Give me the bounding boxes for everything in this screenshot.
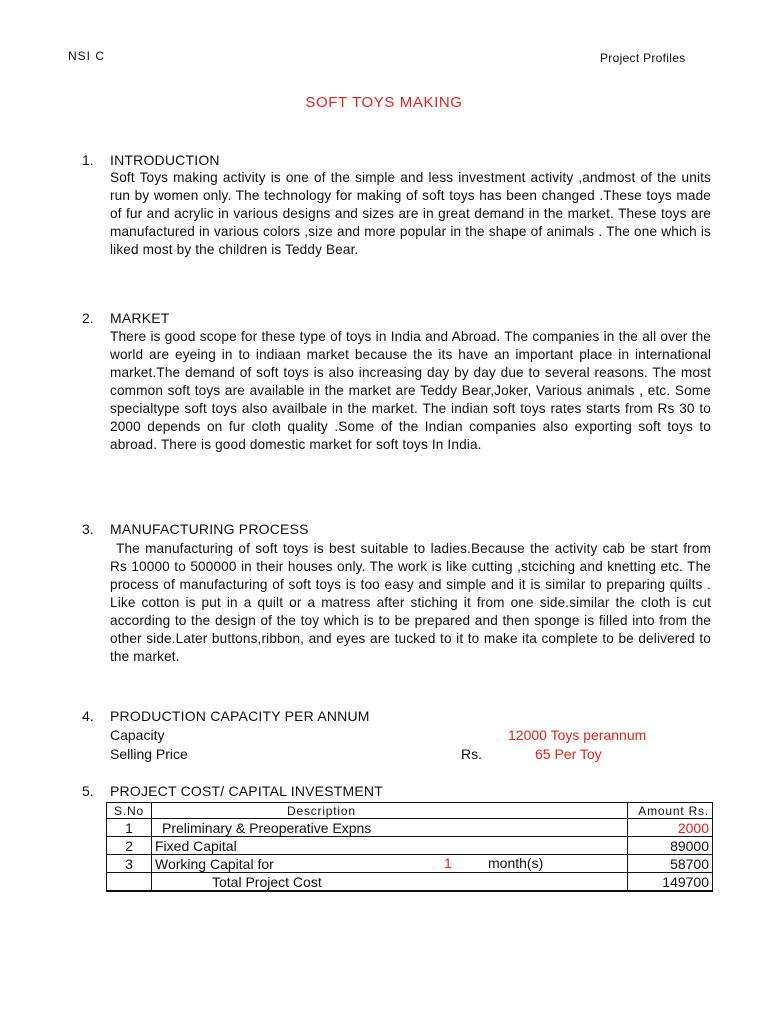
section-3-number: 3. <box>82 521 94 537</box>
table-row <box>107 819 713 837</box>
total-amount: 149700 <box>628 873 713 892</box>
row-description: Fixed Capital <box>152 837 628 855</box>
selling-price-currency: Rs. <box>461 746 482 762</box>
section-5-heading: PROJECT COST/ CAPITAL INVESTMENT <box>110 783 383 799</box>
section-2-heading: MARKET <box>110 310 170 326</box>
row-description: Working Capital for <box>155 855 274 872</box>
row-description-cell <box>152 855 628 873</box>
selling-price-value: 65 Per Toy <box>535 746 602 762</box>
row-sno: 3 <box>107 855 152 873</box>
row-amount: 2000 <box>628 819 713 837</box>
section-1-heading: INTRODUCTION <box>110 152 220 168</box>
section-3-heading: MANUFACTURING PROCESS <box>110 521 309 537</box>
selling-price-label: Selling Price <box>110 746 188 762</box>
capacity-label: Capacity <box>110 727 165 743</box>
total-sno-empty <box>107 873 152 892</box>
header-left-org: NSI C <box>68 49 106 63</box>
section-1-text: Soft Toys making activity is one of the simple and less investment activity ,andmost of the units run by women only. The technology for making of soft toys has been changed .These toys made of fur and acrylic in various designs and sizes are in great demand in the market. These toys are manufactured in various colors ,size and more popular in the shape of animals . The one which is liked most by the children is Teddy Bear. <box>110 170 711 257</box>
section-3-text: The manufacturing of soft toys is best suitable to ladies.Because the activity cab be start from Rs 10000 to 500000 in their houses only. The work is like cutting ,stciching and knetting etc. The process of manufacturing of soft toys is too easy and simple and it is similar to preparing quilts . Like cotton is put in a quilt or a matress after stiching it from one side.similar the cloth is cut according to the design of the toy which is to be prepared and then sponge is filled into from the other side.Later buttons,ribbon, and eyes are tucked to it to make ita complete to be delivered to the market. <box>110 541 711 664</box>
section-1-number: 1. <box>82 152 94 168</box>
project-cost-table <box>106 802 713 892</box>
working-capital-unit: month(s) <box>488 855 544 871</box>
row-amount: 89000 <box>628 837 713 855</box>
section-4-number: 4. <box>82 708 94 724</box>
row-description: Preliminary & Preoperative Expns <box>152 819 628 837</box>
row-sno: 2 <box>107 837 152 855</box>
row-amount: 58700 <box>628 855 713 873</box>
total-label: Total Project Cost <box>152 873 628 892</box>
table-header-row <box>107 803 713 819</box>
header-sno: S.No <box>107 803 152 819</box>
header-amount: Amount Rs. <box>628 803 713 819</box>
header-description: Description <box>152 803 628 819</box>
page-title: SOFT TOYS MAKING <box>305 94 463 111</box>
header-right-doc-type: Project Profiles <box>600 51 686 65</box>
section-2-number: 2. <box>82 310 94 326</box>
section-4-heading: PRODUCTION CAPACITY PER ANNUM <box>110 708 370 724</box>
working-capital-months: 1 <box>444 855 452 871</box>
table-row <box>107 837 713 855</box>
table-row <box>107 855 713 873</box>
row-sno: 1 <box>107 819 152 837</box>
total-row <box>107 873 713 892</box>
capacity-value: 12000 Toys perannum <box>508 727 647 743</box>
section-2-text: There is good scope for these type of toys in India and Abroad. The companies in the all over the world are eyeing in to indiaan market because the its have an important place in international market.The demand of soft toys is also increasing day by day due to several reasons. The most common soft toys are available in the market are Teddy Bear,Joker, Various animals , etc. Some specialtype soft toys also availbale in the market. The indian soft toys rates starts from Rs 30 to 2000 depends on fur cloth quality .Some of the Indian companies also exporting soft toys to abroad. There is good domestic market for soft toys In India. <box>110 329 711 452</box>
section-5-number: 5. <box>82 783 94 799</box>
